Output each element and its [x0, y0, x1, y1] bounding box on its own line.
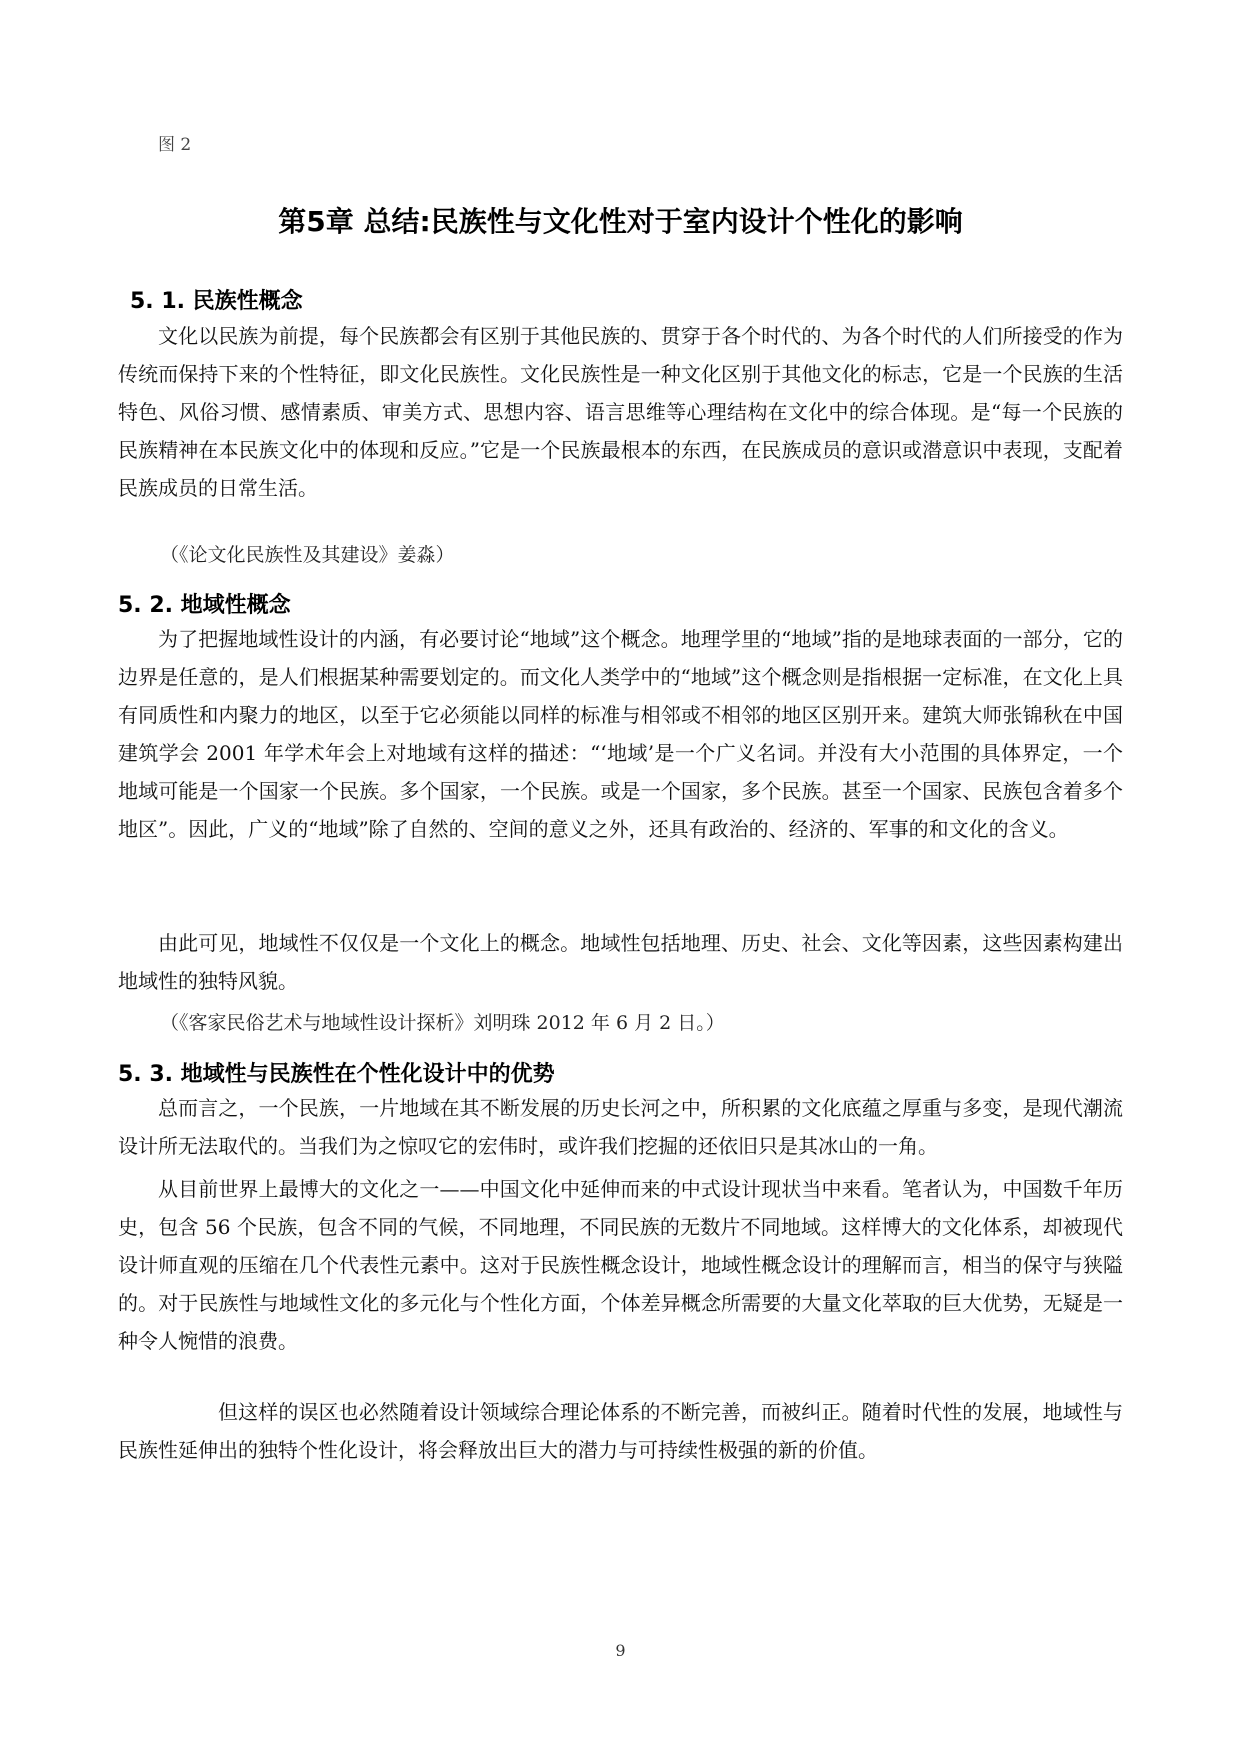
- section-heading-5-2: 5. 2. 地域性概念: [118, 593, 291, 618]
- paragraph: 从目前世界上最博大的文化之一——中国文化中延伸而来的中式设计现状当中来看。笔者认为，中国数千年历史，包含 56 个民族，包含不同的气候，不同地理，不同民族的无数片不同地域。这样博大的文化体系，却被现代设计师直观的压缩在几个代表性元素中。这对于民族性概念设计，地域性概念设计的理解而言，相当的保守与狭隘的。对于民族性与地域性文化的多元化与个性化方面，个体差异概念所需要的大量文化萃取的巨大优势，无疑是一种令人惋惜的浪费。: [118, 1177, 1123, 1353]
- section-heading-5-1: 5. 1. 民族性概念: [130, 289, 303, 314]
- section-heading-5-3: 5. 3. 地域性与民族性在个性化设计中的优势: [118, 1062, 555, 1087]
- chapter-title: 第5章 总结:民族性与文化性对于室内设计个性化的影响: [278, 205, 963, 238]
- paragraph: 总而言之，一个民族，一片地域在其不断发展的历史长河之中，所积累的文化底蕴之厚重与多变，是现代潮流设计所无法取代的。当我们为之惊叹它的宏伟时，或许我们挖掘的还依旧只是其冰山的一角。: [118, 1096, 1123, 1158]
- page-number: 9: [615, 1641, 626, 1660]
- figure-caption: 图 2: [158, 135, 192, 155]
- citation: （《客家民俗艺术与地域性设计探析》刘明珠 2012 年 6 月 2 日。）: [160, 1012, 725, 1034]
- paragraph: 由此可见，地域性不仅仅是一个文化上的概念。地域性包括地理、历史、社会、文化等因素，这些因素构建出地域性的独特风貌。: [118, 931, 1123, 993]
- citation: （《论文化民族性及其建设》姜淼）: [160, 544, 455, 566]
- paragraph: 文化以民族为前提，每个民族都会有区别于其他民族的、贯穿于各个时代的、为各个时代的人们所接受的作为传统而保持下来的个性特征，即文化民族性。文化民族性是一种文化区别于其他文化的标志，它是一个民族的生活特色、风俗习惯、感情素质、审美方式、思想内容、语言思维等心理结构在文化中的综合体现。是“每一个民族的民族精神在本民族文化中的体现和反应。”它是一个民族最根本的东西，在民族成员的意识或潜意识中表现，支配着民族成员的日常生活。: [118, 324, 1123, 500]
- paragraph: 为了把握地域性设计的内涵，有必要讨论“地域”这个概念。地理学里的“地域”指的是地球表面的一部分，它的边界是任意的，是人们根据某种需要划定的。而文化人类学中的“地域”这个概念则是指根据一定标准，在文化上具有同质性和内聚力的地区，以至于它必须能以同样的标准与相邻或不相邻的地区区别开来。建筑大师张锦秋在中国建筑学会 2001 年学术年会上对地域有这样的描述：“‘地域’是一个广义名词。并没有大小范围的具体界定，一个地域可能是一个国家一个民族。多个国家，一个民族。或是一个国家，多个民族。甚至一个国家、民族包含着多个地区”。因此，广义的“地域”除了自然的、空间的意义之外，还具有政治的、经济的、军事的和文化的含义。: [118, 627, 1123, 841]
- paragraph: 但这样的误区也必然随着设计领域综合理论体系的不断完善，而被纠正。随着时代性的发展，地域性与民族性延伸出的独特个性化设计，将会释放出巨大的潜力与可持续性极强的新的价值。: [118, 1400, 1123, 1462]
